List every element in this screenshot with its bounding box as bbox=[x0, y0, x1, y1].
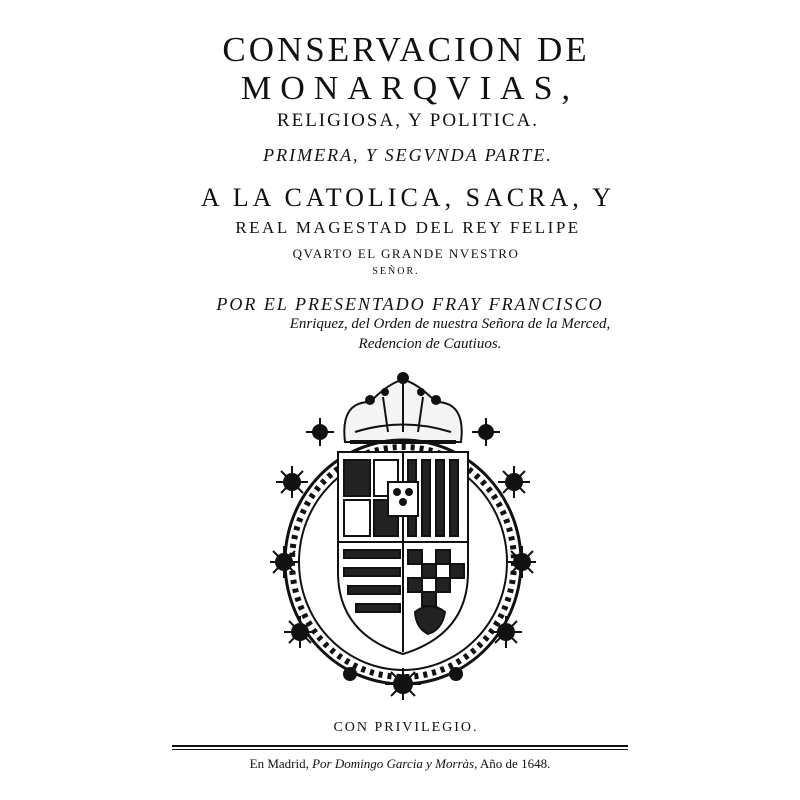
imprint-printer: Por Domingo Garcia y Morràs, bbox=[312, 756, 478, 771]
imprint-place: En Madrid, bbox=[249, 756, 309, 771]
imprint-year: Año de 1648. bbox=[479, 756, 551, 771]
imprint-rule-thin bbox=[172, 749, 628, 750]
author-line-1: POR EL PRESENTADO FRAY FRANCISCO bbox=[216, 294, 604, 314]
imprint-line bbox=[0, 756, 800, 772]
dedication-line-2: REAL MAGESTAD DEL REY FELIPE bbox=[235, 218, 581, 237]
author-line-3: Redencion de Cautiuos. bbox=[358, 336, 502, 352]
dedication-line-4: SEÑOR. bbox=[372, 266, 420, 277]
royal-coat-of-arms-icon bbox=[270, 372, 536, 702]
imprint-rule bbox=[172, 745, 628, 747]
dedication-line-1: A LA CATOLICA, SACRA, Y bbox=[200, 183, 616, 212]
title-line-2: MONARQVIAS, bbox=[241, 70, 579, 107]
parts-line: PRIMERA, Y SEGVNDA PARTE. bbox=[263, 145, 553, 165]
subtitle-line: RELIGIOSA, Y POLITICA. bbox=[276, 110, 540, 131]
dedication-line-3: QVARTO EL GRANDE NVESTRO bbox=[292, 246, 520, 261]
title-line-1: CONSERVACION DE bbox=[222, 30, 590, 69]
privilege-line: CON PRIVILEGIO. bbox=[333, 720, 479, 735]
author-line-2: Enriquez, del Orden de nuestra Señora de la Merced, bbox=[289, 316, 611, 332]
